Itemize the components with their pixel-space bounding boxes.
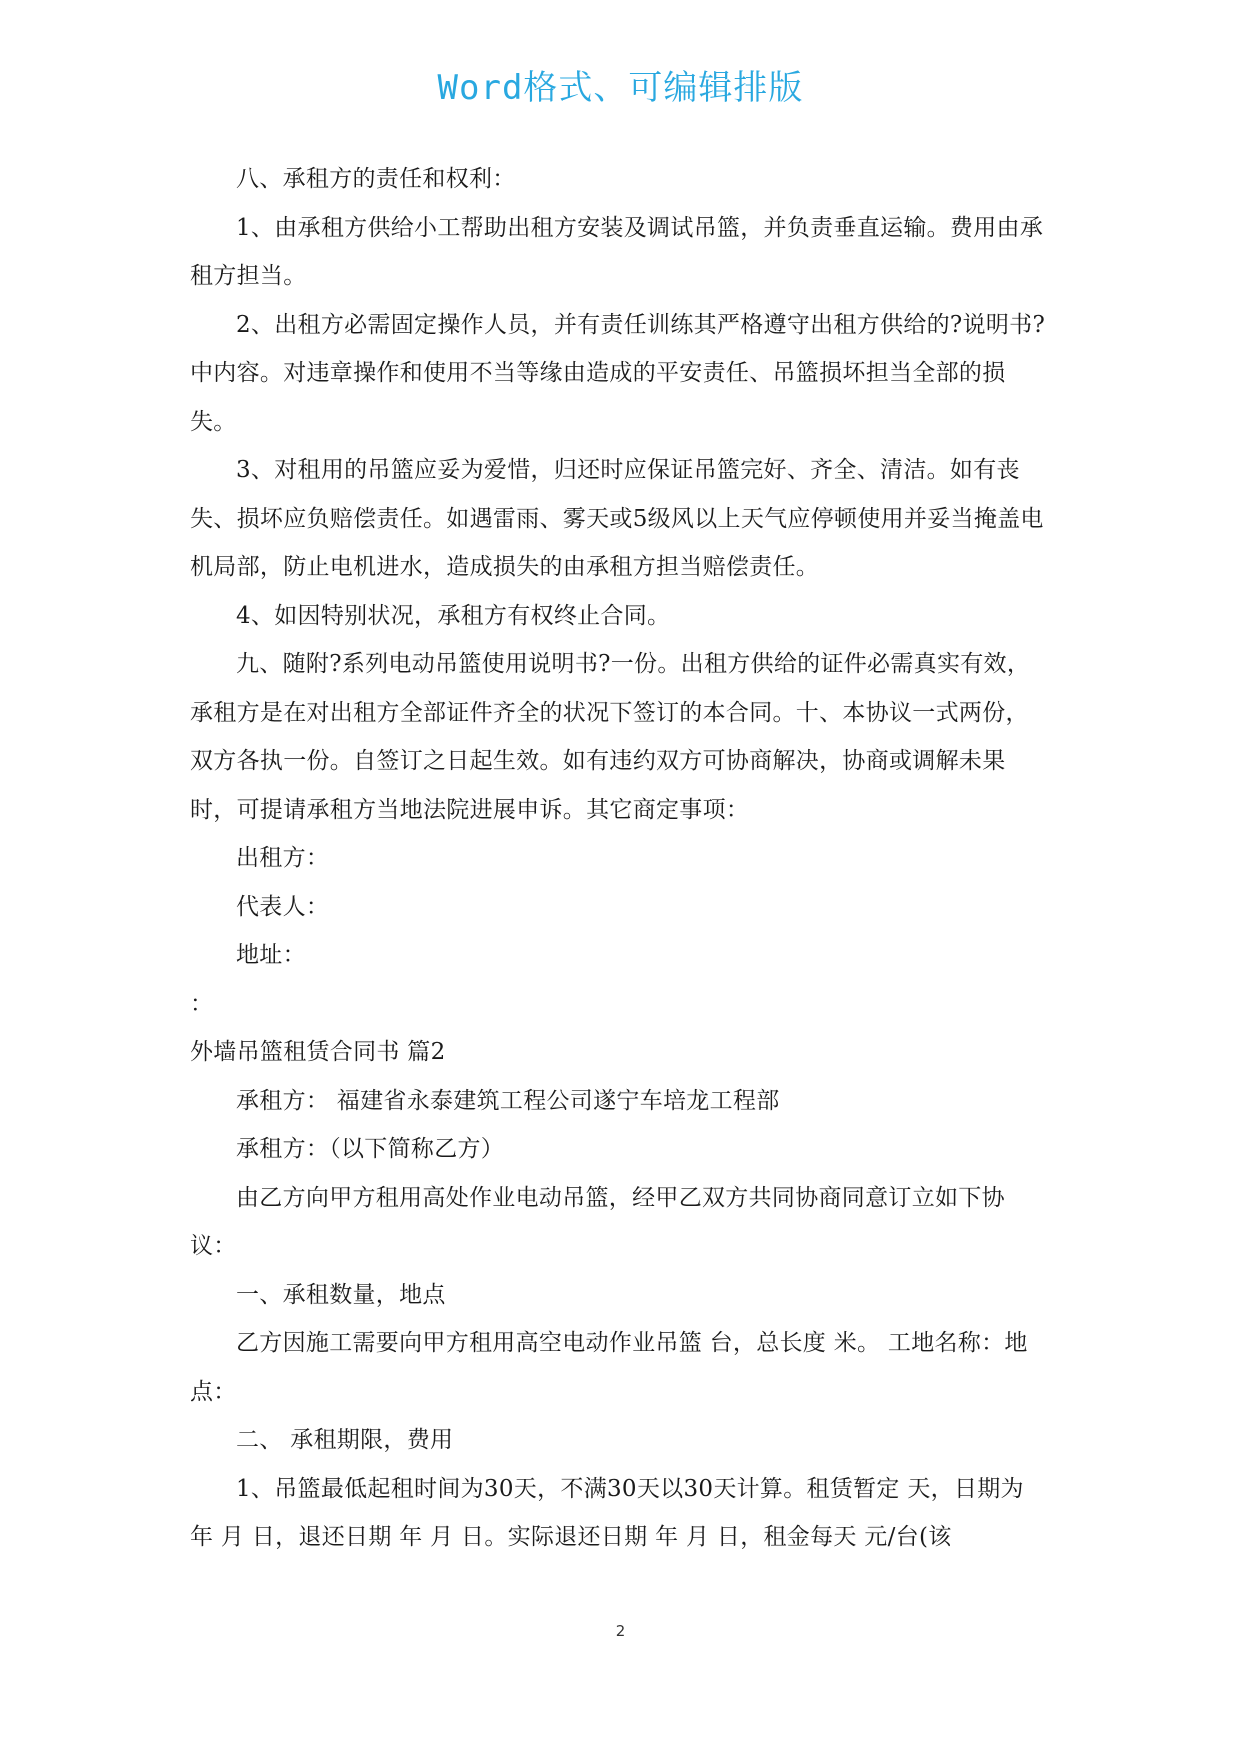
page-header-title: Word格式、可编辑排版 (437, 68, 804, 108)
paragraph: 2、出租方必需固定操作人员，并有责任训练其严格遵守出租方供给的?说明书?中内容。对违章操作和使用不当等缘由造成的平安责任、吊篮损坏担当全部的损失。 (190, 311, 1046, 435)
document-body (190, 155, 1050, 1562)
paragraph: 3、对租用的吊篮应妥为爱惜，归还时应保证吊篮完好、齐全、清洁。如有丧失、损坏应负赔偿责任。如遇雷雨、雾天或5级风以上天气应停顿使用并妥当掩盖电机局部，防止电机进水，造成损失的由承租方担当赔偿责任。 (190, 457, 1044, 580)
paragraph: 乙方因施工需要向甲方租用高空电动作业吊篮 台，总长度 米。 工地名称：地 点： (190, 1330, 1028, 1405)
paragraph: 1、由承租方供给小工帮助出租方安装及调试吊篮，并负责垂直运输。费用由承租方担当。 (190, 214, 1044, 289)
section-title: 外墙吊篮租赁合同书 篇2 (190, 1039, 446, 1065)
section-heading: 一、承租数量，地点 (236, 1281, 446, 1308)
paragraph: 1、吊篮最低起租时间为30天，不满30天以30天计算。租赁暂定 天，日期为 年 月 日，退还日期 年 月 日。实际退还日期 年 月 日，租金每天 元/台(该 (190, 1475, 1024, 1550)
signature-field-representative: 代表人： (236, 893, 330, 920)
page-number: 2 (615, 1622, 626, 1640)
section-heading: 二、 承租期限，费用 (236, 1427, 454, 1453)
paragraph: 由乙方向甲方租用高处作业电动吊篮，经甲乙双方共同协商同意订立如下协议： (190, 1184, 1005, 1259)
signature-field-blank: ： (190, 990, 214, 1017)
section-heading: 八、承租方的责任和权利： (236, 166, 516, 192)
paragraph: 九、随附?系列电动吊篮使用说明书?一份。出租方供给的证件必需真实有效，承租方是在对出租方全部证件齐全的状况下签订的本合同。十、本协议一式两份，双方各执一份。自签订之日起生效。如有违约双方可协商解决，协商或调解未果时，可提请承租方当地法院进展申诉。其它商定事项： (190, 651, 1031, 823)
party-line: 承租方：（以下简称乙方） (236, 1136, 505, 1162)
paragraph: 4、如因特别状况，承租方有权终止合同。 (236, 602, 671, 629)
signature-field-lessor: 出租方： (236, 845, 330, 871)
signature-field-address: 地址： (236, 942, 306, 968)
party-line: 承租方： 福建省永泰建筑工程公司遂宁车培龙工程部 (236, 1087, 780, 1114)
